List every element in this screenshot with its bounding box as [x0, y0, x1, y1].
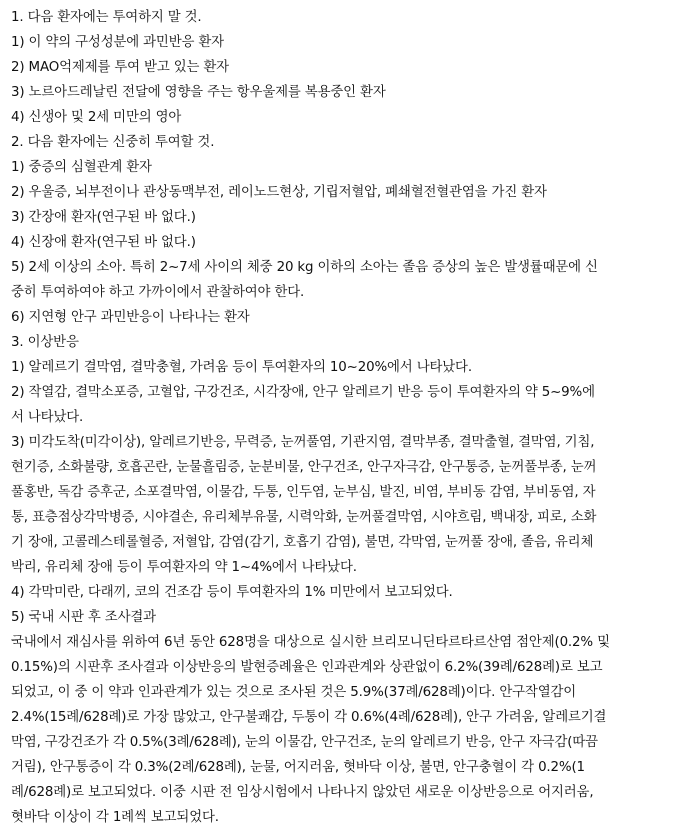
section-2-item-2: 2) 우울증, 뇌부전이나 관상동맥부전, 레이노드현상, 기립저혈압, 폐쇄혈전혈관염을 가진 환자: [11, 185, 547, 200]
section-2-heading: 2. 다음 환자에는 신중히 투여할 것.: [11, 135, 215, 150]
section-3-item-3-continued: 통, 표층점상각막병증, 시야결손, 유리체부유물, 시력악화, 눈꺼풀결막염, 시야흐림, 백내장, 피로, 소화: [11, 510, 597, 525]
section-2-item-3: 3) 간장애 환자(연구된 바 없다.): [11, 210, 196, 225]
section-1-item-2: 2) MAO억제제를 투여 받고 있는 환자: [11, 60, 229, 75]
section-1-item-4: 4) 신생아 및 2세 미만의 영아: [11, 110, 182, 125]
section-3-item-2-continued: 서 나타났다.: [11, 410, 84, 425]
section-3-item-3-continued: 기 장애, 고콜레스테롤혈증, 저혈압, 감염(감기, 호흡기 감염), 불면, 각막염, 눈꺼풀 장애, 졸음, 유리체: [11, 535, 594, 550]
section-3-item-1: 1) 알레르기 결막염, 결막충혈, 가려움 등이 투여환자의 10~20%에서 나타났다.: [11, 360, 472, 375]
postmarketing-survey-paragraph: 거림), 안구통증이 각 0.3%(2례/628례), 눈물, 어지러움, 혓바닥 이상, 불면, 안구충혈이 각 0.2%(1: [11, 760, 585, 775]
section-3-heading: 3. 이상반응: [11, 335, 79, 350]
section-2-item-4: 4) 신장애 환자(연구된 바 없다.): [11, 235, 196, 250]
section-2-item-1: 1) 중증의 심혈관계 환자: [11, 160, 152, 175]
section-3-item-3-continued: 현기증, 소화불량, 호흡곤란, 눈물흘림증, 눈분비물, 안구건조, 안구자극감, 안구통증, 눈꺼풀부종, 눈꺼: [11, 460, 597, 475]
postmarketing-survey-paragraph: 국내에서 재심사를 위하여 6년 동안 628명을 대상으로 실시한 브리모니딘타르타르산염 점안제(0.2% 및: [11, 635, 610, 650]
section-3-item-2: 2) 작열감, 결막소포증, 고혈압, 구강건조, 시각장애, 안구 알레르기 반응 등이 투여환자의 약 5~9%에: [11, 385, 595, 400]
section-2-item-6: 6) 지연형 안구 과민반응이 나타나는 환자: [11, 310, 250, 325]
postmarketing-survey-paragraph: 혓바닥 이상이 각 1례씩 보고되었다.: [11, 810, 219, 825]
postmarketing-survey-paragraph: 0.15%)의 시판후 조사결과 이상반응의 발현증례율은 인과관계와 상관없이 6.2%(39례/628례)로 보고: [11, 660, 603, 675]
section-3-item-3-continued: 풀홍반, 독감 증후군, 소포결막염, 이물감, 두통, 인두염, 눈부심, 발진, 비염, 부비동 감염, 부비동염, 자: [11, 485, 596, 500]
section-3-item-3-continued: 박리, 유리체 장애 등이 투여환자의 약 1~4%에서 나타났다.: [11, 560, 357, 575]
postmarketing-survey-paragraph: 례/628례)로 보고되었다. 이중 시판 전 임상시험에서 나타나지 않았던 새로운 이상반응으로 어지러움,: [11, 785, 594, 800]
section-1-heading: 1. 다음 환자에는 투여하지 말 것.: [11, 10, 202, 25]
section-1-item-1: 1) 이 약의 구성성분에 과민반응 환자: [11, 35, 224, 50]
postmarketing-survey-paragraph: 막염, 구강건조가 각 0.5%(3례/628례), 눈의 이물감, 안구건조, 눈의 알레르기 반응, 안구 자극감(따끔: [11, 735, 598, 750]
postmarketing-survey-paragraph: 되었고, 이 중 이 약과 인과관계가 있는 것으로 조사된 것은 5.9%(37례/628례)이다. 안구작열감이: [11, 685, 577, 700]
section-2-item-5: 5) 2세 이상의 소아. 특히 2~7세 사이의 체중 20 kg 이하의 소아는 졸음 증상의 높은 발생률때문에 신: [11, 260, 598, 275]
section-2-item-5-continued: 중히 투여하여야 하고 가까이에서 관찰하여야 한다.: [11, 285, 305, 300]
section-3-item-5: 5) 국내 시판 후 조사결과: [11, 610, 156, 625]
section-3-item-4: 4) 각막미란, 다래끼, 코의 건조감 등이 투여환자의 1% 미만에서 보고되었다.: [11, 585, 453, 600]
section-3-item-3: 3) 미각도착(미각이상), 알레르기반응, 무력증, 눈꺼풀염, 기관지염, 결막부종, 결막출혈, 결막염, 기침,: [11, 435, 595, 450]
section-1-item-3: 3) 노르아드레날린 전달에 영향을 주는 항우울제를 복용중인 환자: [11, 85, 386, 100]
postmarketing-survey-paragraph: 2.4%(15례/628례)로 가장 많았고, 안구불쾌감, 두통이 각 0.6%(4례/628례), 안구 가려움, 알레르기결: [11, 710, 607, 725]
